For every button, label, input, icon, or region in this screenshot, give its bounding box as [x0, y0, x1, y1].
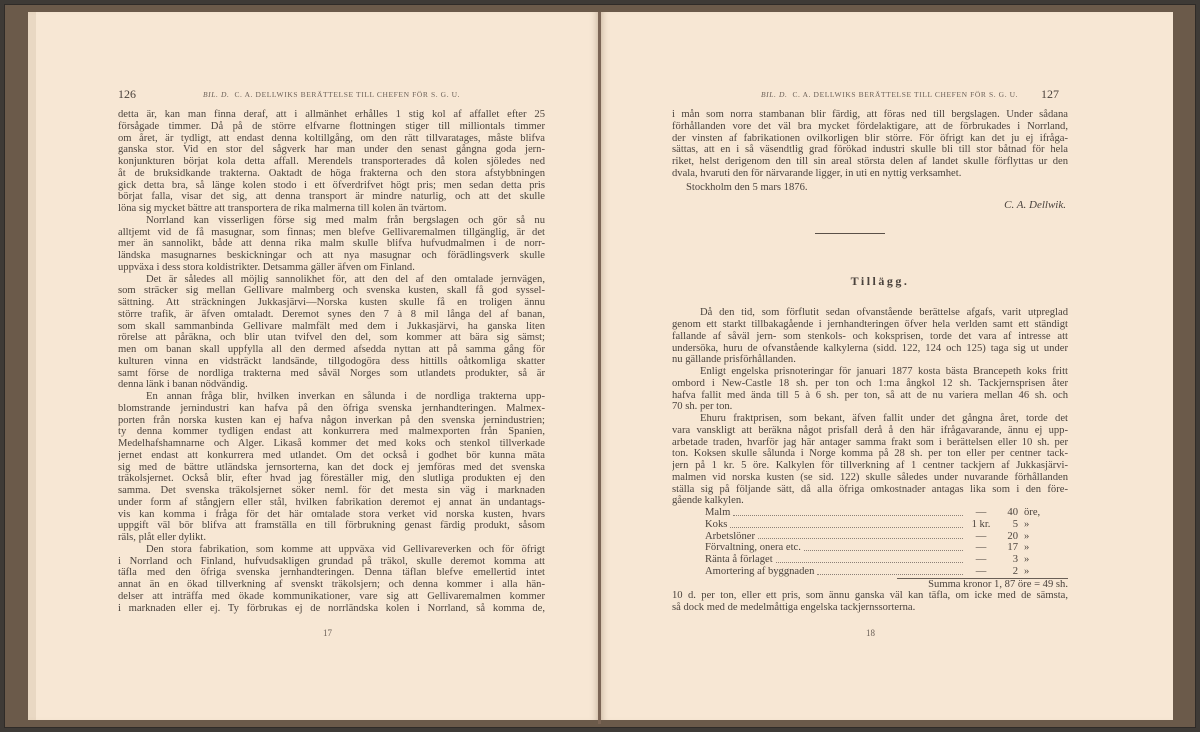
paragraph: [118, 544, 545, 615]
text-line: porten från norska kusten kan ej hafva någon inverkan på den svenska jernindustrien;: [118, 414, 545, 426]
text-line: En annan fråga blir, hvilken inverkan en sålunda i de nordliga trakterna upp-: [146, 391, 545, 402]
text-line: gående kalkylen.: [672, 495, 744, 507]
text-line: gick detta bra, så länge kolen stodo i ett öfverdrifvet högt pris; men sedan detta pris: [118, 179, 545, 191]
text-line: som skall sammanbinda Gellivare malmfält med dem i Jukkasjärvi, ha ganska liten: [118, 320, 545, 332]
text-line: samma. Det svenska träkolsjernet söker neml. för det mesta sin väg i marknaden: [118, 485, 545, 496]
cost-kronor: 1 kr.: [971, 518, 991, 530]
signature-mark: 17: [323, 628, 332, 638]
text-line: förhållanden vore det väl bra mycket fördelaktigare, att de förbrukades i Norrland,: [672, 120, 1068, 132]
paragraph: [118, 109, 545, 215]
running-head-title: C. A. DELLWIKS BERÄTTELSE TILL CHEFEN FÖR S. G. U.: [234, 90, 461, 99]
cost-ore: 20: [1007, 530, 1018, 542]
text-line: sig med de bättre utländska jernsorterna, kan det dock ej jemföras med det svenska: [118, 461, 545, 473]
text-line: i marknaden eller ej. Ty förbrukas ej de norrländska kolen i Norrland, så komma de,: [118, 602, 545, 614]
intro-paragraph: [672, 109, 1068, 180]
text-line: annat än en ökad tillverkning af svenskt träkolsjern; och denna kommer i alla hän-: [118, 579, 545, 590]
cost-ore: 17: [1007, 542, 1018, 554]
cost-row: [705, 554, 1050, 566]
section-divider: [815, 233, 885, 234]
text-line: jern på 1 kr. 5 öre. Kalkylen för tillverkning af 1 centner tackjern af Jukkasjärvi-: [672, 460, 1068, 471]
text-line: Medelhafshamnarne och Alger. Likaså kommer det med koks och stenkol tillverkade: [118, 438, 545, 449]
text-line: ton. Koksen skulle sålunda i Norge komma på 28 sh. per ton eller per centner tack-: [672, 448, 1068, 460]
cost-unit: »: [1024, 530, 1030, 542]
text-line: om året, är tydligt, att endast denna koltillgång, om den rätt tillvaratages, måste blifva: [118, 132, 545, 144]
cost-item: Koks: [705, 518, 728, 530]
cost-unit: »: [1024, 565, 1030, 577]
text-line: 70 sh. per ton.: [672, 401, 733, 413]
text-line: så dock med de medelmåttiga engelska tackjernssorterna.: [672, 602, 916, 613]
running-head-title: C. A. DELLWIKS BERÄTTELSE TILL CHEFEN FÖR S. G. U.: [792, 90, 1019, 99]
text-line: räls, plåt eller dylikt.: [118, 532, 206, 543]
paragraph: [118, 274, 545, 392]
text-line: täfla med den öfriga svenska jernhandteringen. Denna täflan blefve emellertid intet: [118, 567, 545, 579]
leader-dots: [817, 566, 963, 575]
paragraph: [672, 413, 1068, 507]
page-body: [118, 109, 545, 614]
cost-unit: »: [1024, 554, 1030, 565]
running-head: [203, 90, 460, 99]
text-line: undersöka, huru de ofvanstående kalkylerna (sidd. 122, 124 och 125) taga sig ut under: [672, 342, 1068, 354]
text-line: löna sig mycket bättre att transportera de rika malmerna till kolen än tvärtom.: [118, 203, 447, 214]
cost-item: Arbetslöner: [705, 530, 756, 542]
leader-dots: [733, 507, 963, 516]
paragraph: [672, 307, 1068, 366]
cost-kronor: —: [975, 530, 987, 542]
author-signature: C. A. Dellwik.: [1004, 199, 1066, 212]
leader-dots: [804, 542, 963, 551]
paragraph: [672, 109, 1068, 180]
cost-unit: »: [1024, 542, 1030, 554]
text-line: uppgift väl bör blifva att framställa en till förbrukning genast färdig produkt, såsom: [118, 520, 545, 532]
place-date: Stockholm den 5 mars 1876.: [686, 181, 808, 193]
cost-kronor: —: [975, 542, 987, 554]
paragraph: [672, 590, 1068, 614]
section-body: [672, 307, 1068, 507]
text-line: ty denna kommer tydligen endast att konkurrera med malmexporten från Spanien,: [118, 426, 545, 438]
cost-table: [705, 507, 1068, 578]
text-line: der vinsten af fabrikationen ovilkorligen blir större. För öfrigt kan det ju ej ifråga-: [672, 132, 1068, 144]
text-line: sättning. Att sträckningen Jukkasjärvi—Norska kusten skulle få en troligen ännu: [118, 297, 545, 308]
text-line: detta är, kan man finna deraf, att i allmänhet erhålles 1 stig kol af affallet efter 25: [118, 109, 545, 120]
text-line: rörelse att påräkna, och blir utan tvifvel den del, som kommer att bära sig sämst;: [118, 332, 545, 344]
text-line: sättas, att en i så väsendtlig grad förökad industri skulle bli till stor båtnad för hela: [672, 144, 1068, 156]
text-line: blomstrande jernindustri kan hafva på den öfriga svenska jernhandteringen. Malmex-: [118, 402, 545, 414]
leader-dots: [758, 531, 963, 540]
leader-dots: [730, 519, 963, 528]
text-line: större trafik, är äfven omtaladt. Deremot synes den 7 à 8 mil långa del af banan,: [118, 308, 545, 320]
cost-ore: 40: [1007, 507, 1018, 518]
text-line: ländska masugnarnes beskickningar och att nya masugnar och förädlingsverk skulle: [118, 250, 545, 261]
page-number: 127: [1041, 87, 1059, 101]
text-line: i mån som norra stambanan blir färdig, att föras ned till bergslagen. Under sådana: [672, 109, 1068, 120]
cost-unit: »: [1024, 518, 1030, 530]
cost-ore: 5: [1012, 518, 1018, 530]
text-line: som sträcker sig mellan Gellivare malmberg och svenska kusten, skall få god syssel-: [118, 285, 545, 297]
running-head-prefix: BIL. D.: [761, 90, 788, 99]
text-line: i Norrland och Finland, hufvudsakligen grundad på träkol, skulle deremot komma att: [118, 555, 545, 567]
text-line: delser att inträffa med ökade kommunikationer, vare sig att Gellivaremalmen kommer: [118, 590, 545, 602]
text-line: men om banan skall uppfylla all den dermed afsedda nyttan att på samma gång för: [118, 344, 545, 355]
cost-ore: 2: [1012, 565, 1018, 577]
text-line: Norrland kan visserligen förse sig med malm från bergslagen och gör så nu: [146, 214, 545, 226]
cost-kronor: —: [975, 554, 987, 565]
text-line: genom ett starkt tillbakagående i jernhandteringen öfver hela verlden samt ett ständigt: [672, 319, 1068, 330]
cost-row: [705, 507, 1050, 519]
text-line: 10 d. per ton, eller ett pris, som ännu ganska väl kan täfla, om icke med de sämsta,: [672, 590, 1068, 602]
text-line: dvala, hvaruti den för närvarande ligger, in uti en nyttig verksamhet.: [672, 167, 962, 179]
running-head: [761, 90, 1018, 99]
cost-item: Förvaltning, onera etc.: [705, 542, 801, 554]
text-line: åt de bruksidkande trakterna. Oaktadt de höga frakterna och den stora afstybbningen: [118, 167, 545, 179]
page-number: 126: [118, 87, 136, 101]
text-line: malmen vid norska kusten (se sid. 122) skulle således under nuvarande förhållanden: [672, 471, 1068, 483]
text-line: fallande af såväl jern- som stenkols- och koksprisen, torde det vara af intresse att: [672, 330, 1068, 342]
cost-row: [705, 531, 1050, 543]
cost-kronor: —: [975, 507, 987, 518]
cost-item: Amortering af byggnaden: [705, 565, 815, 577]
text-line: ganska stor. Vid en stor del sågverk har man under den senast gångna goda jern-: [118, 144, 545, 156]
paragraph: [672, 366, 1068, 413]
text-line: Ehuru fraktprisen, som bekant, äfven fallit under det gångna året, torde det: [700, 413, 1068, 424]
text-line: försågade timmer. Då på de större elfvarne flottningen stiger till milliontals timmer: [118, 120, 545, 132]
text-line: jernet endast att konkurrera med utlandet. Om det också i godhet bör kunna mäta: [118, 449, 545, 461]
left-page: [28, 12, 598, 720]
closing-paragraph: [672, 590, 1068, 614]
text-line: samt förse de nordliga trakterna med såväl Norges som utlandets produkter, så är: [118, 367, 545, 379]
text-line: ställa sig på följande sätt, då alla öfriga omkostnader antagas lika som i den före-: [672, 483, 1068, 495]
cost-kronor: —: [975, 565, 987, 577]
text-line: konjunkturen börjat kola detta affall. Merendels transporterades då kolen sjöledes ned: [118, 156, 545, 167]
running-head-prefix: BIL. D.: [203, 90, 230, 99]
text-line: nu gällande prisförhållanden.: [672, 354, 796, 366]
text-line: riket, helst derigenom den till sin areal största delen af landet skulle förflyttas ur den: [672, 156, 1068, 167]
cost-item: Malm: [705, 507, 731, 518]
leader-dots: [776, 554, 963, 563]
paragraph: [118, 215, 545, 274]
text-line: ombord i New-Castle 18 sh. per ton och 1:ma ångkol 12 sh. Tackjernsprisen åter: [672, 377, 1068, 389]
cost-ore: 3: [1012, 554, 1018, 565]
section-title: Tillägg.: [850, 274, 910, 289]
text-line: träkolsjernet. Också blir, efter hvad jag föreställer mig, den slutliga produkten ej den: [118, 473, 545, 485]
text-line: under form af stångjern eller stål, hvilken fabrikation deremot ej annat än undantags-: [118, 496, 545, 508]
page-body: [672, 109, 1068, 614]
cost-row: [705, 566, 1050, 578]
cost-total: Summa kronor 1, 87 öre = 49 sh.: [897, 578, 1068, 591]
text-line: denna länk i banan nödvändig.: [118, 379, 248, 391]
cost-row: [705, 542, 1050, 554]
cost-unit: öre,: [1024, 507, 1041, 518]
cost-row: [705, 519, 1050, 531]
cost-item: Ränta å förlaget: [705, 554, 773, 565]
text-line: vara vanskligt att beräkna något prisfall derå å den här ifrågavarande, ännu ej upp-: [672, 424, 1068, 436]
text-line: Enligt engelska prisnoteringar för januari 1877 kosta bästa Brancepeth koks fritt: [700, 366, 1068, 377]
text-line: kulturen vinna en vidsträckt landsände, tillgodogöra dess hittills oåtkomliga skatter: [118, 355, 545, 367]
text-line: Då den tid, som förflutit sedan ofvanstående berättelse afgafs, varit utpreglad: [700, 307, 1068, 319]
text-line: Den stora fabrikation, som komme att uppväxa vid Gellivareverken och för öfrigt: [146, 543, 545, 555]
text-line: börjat falla, visar det sig, att denna transport är mindre naturlig, och att det skulle: [118, 191, 545, 203]
text-line: alltjemt vid de få masugnar, som finnas; men blefve Gellivaremalmen tillgänglig, är det: [118, 226, 545, 238]
text-line: Det är således all möjlig sannolikhet för, att den del af den omtalade jernvägen,: [146, 273, 545, 285]
right-page: [601, 12, 1173, 720]
text-line: hafva fallit med ända till 5 à 6 sh. per ton, så att de nu variera mellan 46 sh. och: [672, 389, 1068, 401]
text-line: arbetade traden, hvarför jag här antager samma frakt som i berättelsen eller 10 sh. per: [672, 436, 1068, 448]
paragraph: [118, 391, 545, 544]
text-line: mer än sannolikt, både att denna rika malm skulle blifva hufvudmalmen i de norr-: [118, 238, 545, 250]
signature-mark: 18: [866, 628, 875, 638]
text-line: uppväxa i dess stora koldistrikter. Detsamma gäller äfven om Finland.: [118, 261, 415, 273]
text-line: vis kan komma i fråga för det här omtalade stora verket vid norska kusten, hvars: [118, 508, 545, 520]
